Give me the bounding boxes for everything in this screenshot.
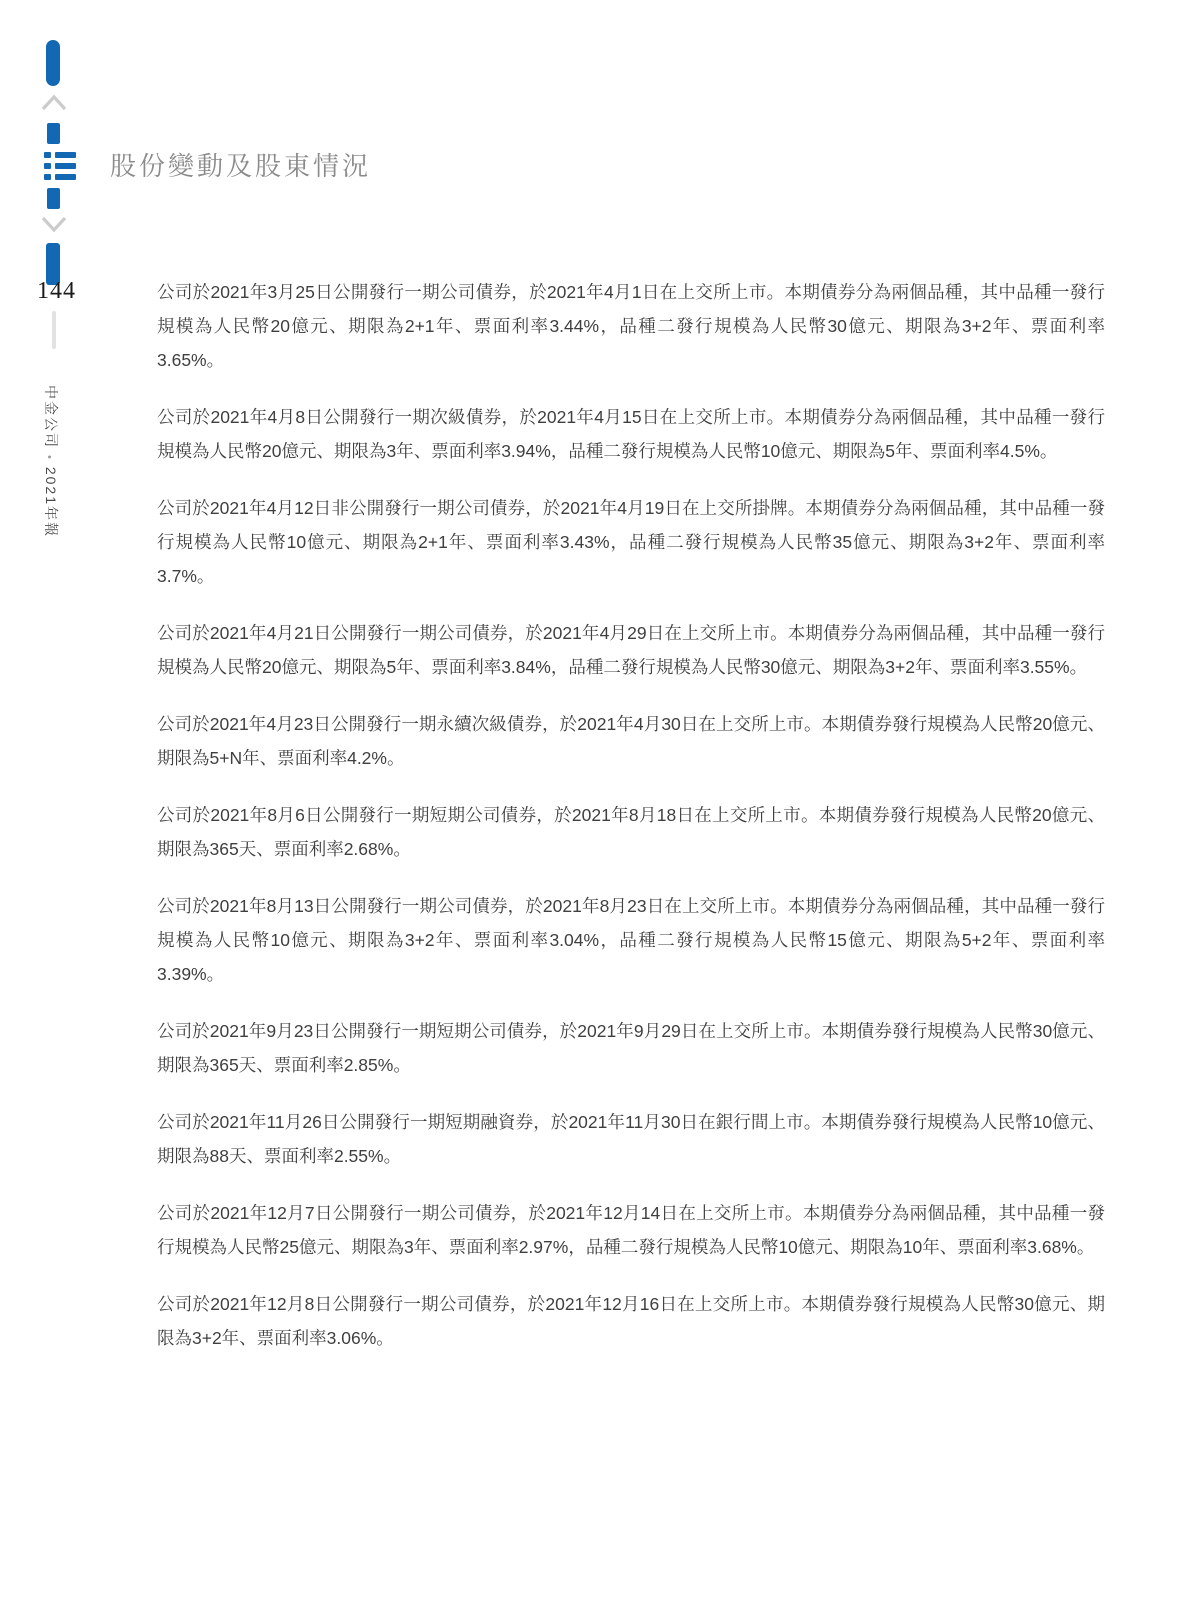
vertical-brand-text [41,385,61,538]
toc-row [44,174,77,180]
bond-paragraph: 公司於2021年8月6日公開發行一期短期公司債券，於2021年8月18日在上交所上市。本期債券發行規模為人民幣20億元、期限為365天、票面利率2.68%。 [157,805,1105,859]
toc-dot [44,163,51,169]
toc-row [44,163,77,169]
toc-row [44,152,77,158]
toc-dot [44,174,51,180]
page-number-divider [52,311,56,349]
sidebar-top-bar [46,40,60,86]
page-title: 股份變動及股東情況 [110,152,372,181]
bond-paragraph: 公司於2021年12月8日公開發行一期公司債券，於2021年12月16日在上交所上市。本期債券發行規模為人民幣30億元、期限為3+2年、票面利率3.06%。 [157,1294,1105,1348]
toc-line [55,174,76,180]
bond-paragraph: 公司於2021年11月26日公開發行一期短期融資券，於2021年11月30日在銀行間上市。本期債券發行規模為人民幣10億元、期限為88天、票面利率2.55%。 [157,1112,1105,1166]
brand-separator-dot: • [43,455,55,461]
chevron-down-icon[interactable] [41,214,67,234]
brand-edition: 2021年報 [43,466,59,539]
bond-paragraph: 公司於2021年3月25日公開發行一期公司債券，於2021年4月1日在上交所上市。本期債券分為兩個品種，其中品種一發行規模為人民幣20億元、期限為2+1年、票面利率3.44%，品種二發行規模為人民幣30億元、期限為3+2年、票面利率3.65%。 [157,282,1105,370]
sidebar-block-upper [47,123,60,144]
toc-line [55,163,76,169]
bond-paragraph: 公司於2021年4月23日公開發行一期永續次級債券，於2021年4月30日在上交所上市。本期債券發行規模為人民幣20億元、期限為5+N年、票面利率4.2%。 [157,714,1105,768]
main-text-column [157,275,1105,1355]
sidebar-block-lower [47,188,60,209]
chevron-up-icon[interactable] [41,93,67,113]
toc-dot [44,152,51,158]
bond-paragraph: 公司於2021年4月21日公開發行一期公司債券，於2021年4月29日在上交所上市。本期債券分為兩個品種，其中品種一發行規模為人民幣20億元、期限為5年、票面利率3.84%，品種二發行規模為人民幣30億元、期限為3+2年、票面利率3.55%。 [157,623,1105,677]
bond-paragraph: 公司於2021年8月13日公開發行一期公司債券，於2021年8月23日在上交所上市。本期債券分為兩個品種，其中品種一發行規模為人民幣10億元、期限為3+2年、票面利率3.04%，品種二發行規模為人民幣15億元、期限為5+2年、票面利率3.39%。 [157,896,1105,984]
bond-paragraph: 公司於2021年4月8日公開發行一期次級債券，於2021年4月15日在上交所上市。本期債券分為兩個品種，其中品種一發行規模為人民幣20億元、期限為3年、票面利率3.94%，品種二發行規模為人民幣10億元、期限為5年、票面利率4.5%。 [157,407,1105,461]
bond-paragraph: 公司於2021年12月7日公開發行一期公司債券，於2021年12月14日在上交所上市。本期債券分為兩個品種，其中品種一發行規模為人民幣25億元、期限為3年、票面利率2.97%，品種二發行規模為人民幣10億元、期限為10年、票面利率3.68%。 [157,1203,1105,1257]
toc-list-icon[interactable] [44,152,77,180]
bond-paragraph: 公司於2021年9月23日公開發行一期短期公司債券，於2021年9月29日在上交所上市。本期債券發行規模為人民幣30億元、期限為365天、票面利率2.85%。 [157,1021,1105,1075]
page-number: 144 [37,278,76,304]
toc-line [55,152,76,158]
brand-company: 中金公司 [43,385,59,449]
bond-paragraph: 公司於2021年4月12日非公開發行一期公司債券，於2021年4月19日在上交所掛牌。本期債券分為兩個品種，其中品種一發行規模為人民幣10億元、期限為2+1年、票面利率3.43%，品種二發行規模為人民幣35億元、期限為3+2年、票面利率3.7%。 [157,498,1105,586]
